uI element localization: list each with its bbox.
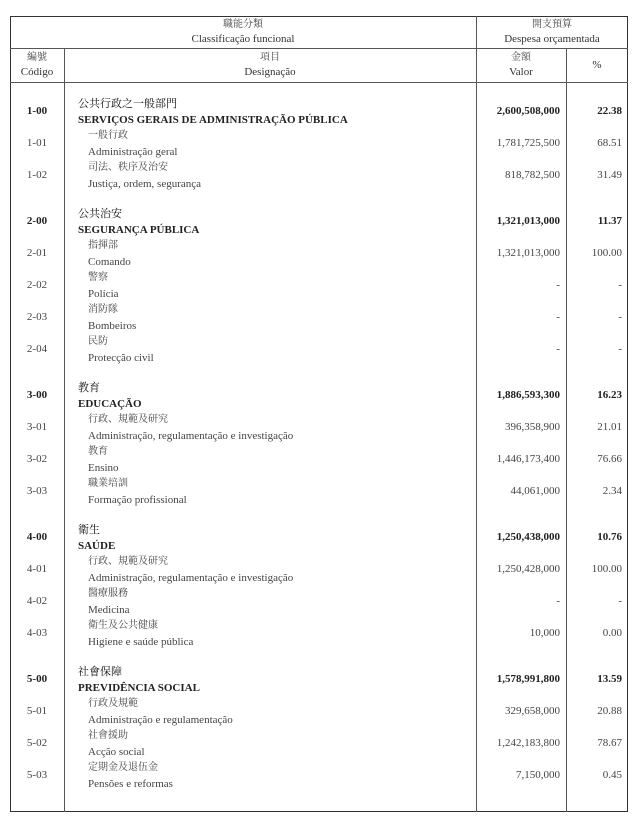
group-3-00	[10, 380, 628, 508]
header-budget-zh: 開支預算	[532, 19, 572, 30]
row-value: 1,250,438,000	[496, 531, 560, 543]
row-percent: 31.49	[597, 169, 622, 181]
header-pct: %	[592, 59, 602, 71]
row-value: -	[556, 311, 560, 323]
designation-pt: Administração, regulamentação e investigação	[88, 572, 294, 584]
row-code: 5-03	[26, 769, 48, 781]
row-code: 2-04	[26, 343, 48, 355]
divider	[10, 48, 628, 49]
row-value: -	[556, 279, 560, 291]
table-row	[10, 160, 628, 192]
group-row	[10, 206, 628, 238]
group-row	[10, 664, 628, 696]
row-percent: 100.00	[591, 563, 622, 575]
row-code: 3-01	[26, 421, 48, 433]
row-designation	[88, 586, 130, 618]
group-row	[10, 96, 628, 128]
row-code: 4-03	[26, 627, 48, 639]
row-designation	[88, 302, 136, 334]
designation-zh: 社會援助	[88, 730, 128, 741]
row-value: -	[556, 595, 560, 607]
row-value: 329,658,000	[505, 705, 560, 717]
designation-pt: Comando	[88, 256, 131, 268]
table-row	[10, 334, 628, 366]
row-percent: 76.66	[597, 453, 622, 465]
row-percent: 2.34	[602, 485, 622, 497]
group-2-00	[10, 206, 628, 366]
designation-zh: 公共治安	[78, 207, 122, 220]
header-value-pt: Valor	[509, 66, 533, 78]
row-percent: 21.01	[597, 421, 622, 433]
row-designation	[78, 206, 199, 238]
group-4-00	[10, 522, 628, 650]
row-designation	[88, 554, 293, 586]
table-row	[10, 728, 628, 760]
row-code: 5-00	[26, 673, 48, 685]
designation-pt: SAÚDE	[78, 540, 116, 552]
designation-zh: 民防	[88, 336, 108, 347]
row-value: 1,886,593,300	[496, 389, 560, 401]
row-value: 1,578,991,800	[496, 673, 560, 685]
row-designation	[88, 128, 178, 160]
table-row	[10, 128, 628, 160]
header-classification-zh: 職能分類	[223, 19, 263, 30]
group-row	[10, 522, 628, 554]
row-value: 10,000	[529, 627, 560, 639]
row-percent: 0.00	[602, 627, 622, 639]
row-code: 1-02	[26, 169, 48, 181]
designation-pt: PREVIDÊNCIA SOCIAL	[78, 682, 200, 694]
designation-zh: 醫療服務	[88, 588, 128, 599]
table-row	[10, 696, 628, 728]
table-row	[10, 586, 628, 618]
designation-pt: Administração e regulamentação	[88, 714, 233, 726]
row-value: 396,358,900	[505, 421, 560, 433]
table-row	[10, 412, 628, 444]
designation-zh: 行政、規範及研究	[88, 414, 168, 425]
designation-pt: Bombeiros	[88, 320, 137, 332]
row-code: 4-00	[26, 531, 48, 543]
designation-zh: 司法、秩序及治安	[88, 162, 168, 173]
row-value: 1,321,013,000	[496, 215, 560, 227]
header-code-pt: Código	[20, 66, 54, 78]
row-percent: 16.23	[597, 389, 622, 401]
row-percent: 68.51	[597, 137, 622, 149]
designation-pt: Ensino	[88, 462, 119, 474]
divider	[10, 82, 628, 83]
designation-zh: 消防隊	[88, 304, 118, 315]
designation-pt: Protecção civil	[88, 352, 154, 364]
row-percent: 11.37	[597, 215, 622, 227]
row-code: 4-01	[26, 563, 48, 575]
header-budget	[476, 18, 628, 46]
designation-zh: 教育	[78, 381, 100, 394]
row-code: 2-03	[26, 311, 48, 323]
designation-pt: Pensões e reformas	[88, 778, 173, 790]
header-budget-pt: Despesa orçamentada	[504, 33, 600, 45]
designation-zh: 一般行政	[88, 130, 128, 141]
row-value: 7,150,000	[516, 769, 560, 781]
table-row	[10, 302, 628, 334]
designation-pt: Higiene e saúde pública	[88, 636, 194, 648]
row-percent: 0.45	[602, 769, 622, 781]
row-value: 1,250,428,000	[496, 563, 560, 575]
row-code: 2-00	[26, 215, 48, 227]
designation-zh: 職業培訓	[88, 478, 128, 489]
designation-zh: 行政及規範	[88, 698, 138, 709]
designation-zh: 指揮部	[88, 240, 118, 251]
row-value: 818,782,500	[505, 169, 560, 181]
table-row	[10, 444, 628, 476]
row-code: 4-02	[26, 595, 48, 607]
group-1-00	[10, 96, 628, 192]
row-designation	[88, 160, 201, 192]
designation-pt: EDUCAÇÃO	[78, 398, 142, 410]
designation-pt: Medicina	[88, 604, 130, 616]
row-percent: 10.76	[597, 531, 622, 543]
header-item-zh: 項目	[260, 52, 280, 63]
designation-zh: 衛生及公共健康	[88, 620, 158, 631]
designation-pt: SERVIÇOS GERAIS DE ADMINISTRAÇÃO PÚBLICA	[78, 114, 348, 126]
row-percent: 20.88	[597, 705, 622, 717]
row-designation	[78, 380, 142, 412]
row-designation	[88, 444, 119, 476]
header-classification	[10, 18, 476, 46]
row-value: 44,061,000	[510, 485, 560, 497]
row-percent: 22.38	[597, 105, 622, 117]
group-row	[10, 380, 628, 412]
row-value: 1,781,725,500	[496, 137, 560, 149]
row-percent: -	[618, 311, 622, 323]
row-designation	[88, 238, 131, 270]
row-designation	[88, 696, 233, 728]
table-body	[10, 96, 628, 806]
row-designation	[88, 270, 119, 302]
row-value: 1,446,173,400	[496, 453, 560, 465]
row-percent: 13.59	[597, 673, 622, 685]
row-code: 2-01	[26, 247, 48, 259]
row-code: 1-00	[26, 105, 48, 117]
row-designation	[88, 728, 145, 760]
header-item	[64, 51, 476, 79]
row-code: 3-02	[26, 453, 48, 465]
row-code: 3-00	[26, 389, 48, 401]
row-percent: -	[618, 343, 622, 355]
designation-pt: SEGURANÇA PÚBLICA	[78, 224, 200, 236]
row-value: 2,600,508,000	[496, 105, 560, 117]
row-designation	[78, 522, 115, 554]
table-row	[10, 476, 628, 508]
row-designation	[78, 96, 348, 128]
header-code	[10, 51, 64, 79]
designation-zh: 行政、規範及研究	[88, 556, 168, 567]
row-code: 3-03	[26, 485, 48, 497]
row-designation	[88, 618, 193, 650]
row-value: 1,242,183,800	[496, 737, 560, 749]
row-designation	[88, 760, 173, 792]
designation-pt: Formação profissional	[88, 494, 187, 506]
row-code: 5-02	[26, 737, 48, 749]
row-code: 2-02	[26, 279, 48, 291]
designation-pt: Acção social	[88, 746, 145, 758]
table-row	[10, 238, 628, 270]
row-value: -	[556, 343, 560, 355]
group-5-00	[10, 664, 628, 792]
table-row	[10, 618, 628, 650]
row-designation	[88, 334, 154, 366]
row-code: 1-01	[26, 137, 48, 149]
designation-zh: 衛生	[78, 523, 100, 536]
table-row	[10, 270, 628, 302]
designation-pt: Polícia	[88, 288, 119, 300]
designation-zh: 社會保障	[78, 665, 122, 678]
row-designation	[88, 476, 187, 508]
row-designation	[88, 412, 293, 444]
designation-zh: 教育	[88, 446, 108, 457]
header-item-pt: Designação	[244, 66, 296, 78]
designation-zh: 警察	[88, 272, 108, 283]
row-percent: 100.00	[591, 247, 622, 259]
header-value-zh: 金額	[511, 52, 531, 63]
designation-zh: 定期金及退伍金	[88, 762, 158, 773]
header-classification-pt: Classificação funcional	[191, 33, 295, 45]
row-value: 1,321,013,000	[496, 247, 560, 259]
header-code-zh: 編號	[27, 52, 47, 63]
designation-zh: 公共行政之一般部門	[78, 97, 177, 110]
designation-pt: Justiça, ordem, segurança	[88, 178, 202, 190]
table-row	[10, 760, 628, 792]
header-value	[476, 51, 566, 79]
row-code: 5-01	[26, 705, 48, 717]
row-percent: -	[618, 279, 622, 291]
row-designation	[78, 664, 200, 696]
row-percent: 78.67	[597, 737, 622, 749]
designation-pt: Administração geral	[88, 146, 178, 158]
row-percent: -	[618, 595, 622, 607]
table-row	[10, 554, 628, 586]
designation-pt: Administração, regulamentação e investigação	[88, 430, 294, 442]
